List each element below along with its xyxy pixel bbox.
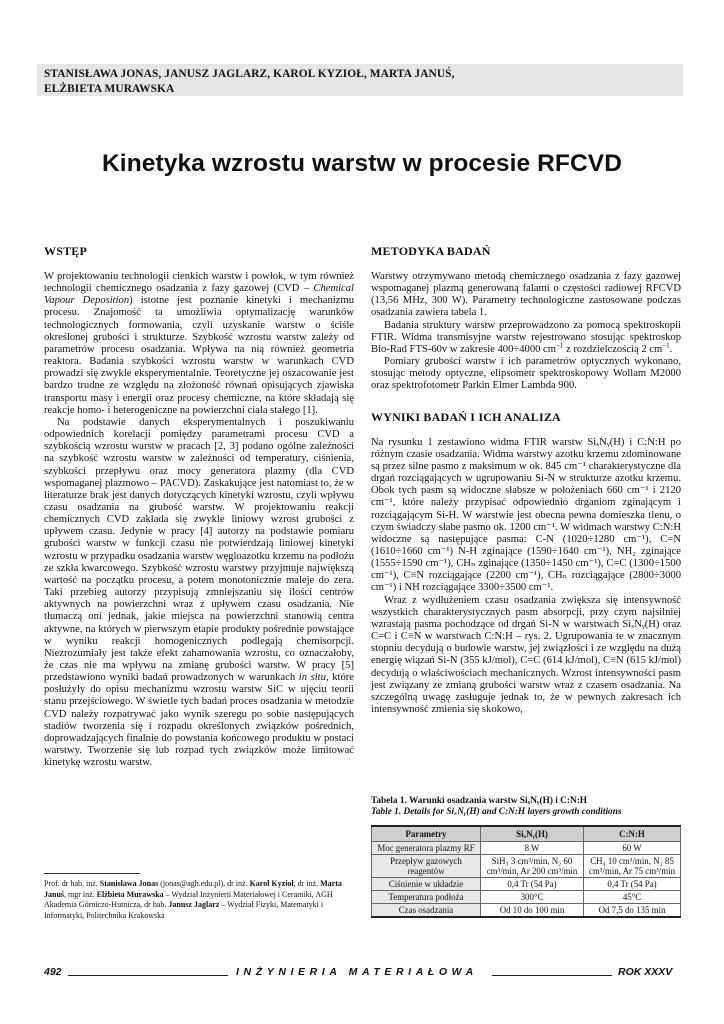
methodology-paragraph-3: Pomiary grubości warstw i ich parametrów optycznych wykonano, stosując metody optyczne, elipsometr spektroskopowy Wollam M2000 oraz spektrofotometr Parkin Elmer Lambda 900. xyxy=(371,356,681,392)
table-header-cell: Parametry xyxy=(372,826,481,842)
left-column xyxy=(44,244,354,769)
table-cell: Ciśnienie w układzie xyxy=(372,878,481,891)
table-cell: Czas osadzania xyxy=(372,904,481,918)
table-cell: 0,4 Tr (54 Pa) xyxy=(584,878,681,891)
article-title: Kinetyka wzrostu warstw w procesie RFCVD xyxy=(102,150,622,177)
footer-rule-left xyxy=(68,975,228,976)
table-cell: Od 7,5 do 135 min xyxy=(584,904,681,918)
authors-line-1: STANISŁAWA JONAS, JANUSZ JAGLARZ, KAROL KYZIOŁ, MARTA JANUŚ, xyxy=(44,68,455,80)
table-header-cell: SiₓNᵧ(H) xyxy=(481,826,584,842)
footer-rule-right xyxy=(492,975,612,976)
table-cell: Przepływ gazowych reagentów xyxy=(372,855,481,878)
intro-paragraph-1: W projektowaniu technologii cienkich warstw i powłok, w tym również technologii chemicznego osadzania z fazy gazowej (CVD – Chemical Vapour Deposition) istotne jest poznanie kinetyki i mechanizmu procesu. Znajomość ta umożliwia optymalizację warunków technologicznych formowania, czyli uzyskanie warstw o ściśle określonej grubości i strukturze. Szybkość wzrostu warstw zależy od parametrów procesu osadzania. Wpływa na nią również geometria reaktora. Badania szybkości wzrostu warstw w warunkach CVD prowadzi się zwykle eksperymentalnie. Teoretyczne jej oszacowanie jest bardzo trudne ze względu na złożoność równań opisujących zjawiska transportu masy i energii oraz procesy chemiczne, na które składają się reakcje homo- i heterogeniczne na powierzchni ciała stałego [1]. xyxy=(44,271,354,416)
journal-volume: ROK XXXV xyxy=(618,966,673,978)
authors xyxy=(44,67,664,97)
table-caption-polish: Tabela 1. Warunki osadzania warstw SiₓNᵧ(H) i C:N:H xyxy=(371,796,588,806)
table-header-cell: C:N:H xyxy=(584,826,681,842)
deposition-parameters-table xyxy=(371,825,681,918)
table-cell: SiH₃ 3 cm³/min, N₂ 60 cm³/min, Ar 200 cm³/min xyxy=(481,855,584,878)
footnote-rule xyxy=(44,873,140,874)
table-cell: Moc generatora plazmy RF xyxy=(372,842,481,855)
methodology-paragraph-1: Warstwy otrzymywano metodą chemicznego osadzania z fazy gazowej wspomaganej plazmą generowaną falami o częstości radiowej RFCVD (13,56 MHz, 300 W). Parametry technologiczne zastosowane podczas osadzania zawiera tabela 1. xyxy=(371,271,681,319)
table-header-row xyxy=(372,826,681,842)
right-column xyxy=(371,244,681,716)
table-row xyxy=(372,855,681,878)
section-heading-introduction: WSTĘP xyxy=(44,244,88,258)
table-row xyxy=(372,842,681,855)
journal-name: INŻYNIERIA MATERIAŁOWA xyxy=(236,966,478,978)
author-affiliations-footnote: Prof. dr hab. inż. Stanisława Jonas (jonas@agh.edu.pl), dr inż. Karol Kyzioł, dr inż. Marta Januś, mgr inż. Elżbieta Murawska – Wydział Inżynierii Materiałowej i Ceramiki, AGH Akademia Górniczo-Hutnicza, dr hab. Janusz Jaglarz – Wydział Fizyki, Matematyki i Informatyki, Politechnika Krakowska xyxy=(44,879,342,920)
table-caption-english: Table 1. Details for SiₓNᵧ(H) and C:N:H layers growth conditions xyxy=(371,807,622,817)
results-paragraph-1: Na rysunku 1 zestawiono widma FTIR warstw SiₓNᵧ(H) i C:N:H po różnym czasie osadzania. Widma warstwy azotku krzemu zdominowane są przez silne pasmo z maksimum w ok. 845 cm⁻¹ charakterystyczne dla drgań rozciągających w ugrupowaniu Si-N w strukturze azotku krzemu. Obok tych pasm są widoczne słabsze w położeniach 660 cm⁻¹ i 2120 cm⁻¹, które należy przypisać odpowiednio drganiom zginającym i rozciągającym Si-H. W warstwie jest obecna pewna domieszka tlenu, o czym świadczy słabe pasmo ok. 1200 cm⁻¹. W widmach warstwy C:N:H widoczne są następujące pasma: C-N (1020÷1280 cm⁻¹), C=N (1610÷1660 cm⁻¹) N-H zginające (1590÷1640 cm⁻¹), NH₂ zginające (1555÷1590 cm⁻¹), CHₙ zginające (1350÷1450 cm⁻¹), C=C (1300÷1500 cm⁻¹), C≡N rozciągające (2200 cm⁻¹), CHₙ rozciągające (2800÷3000 cm⁻¹) i NH rozciągające 3300÷3500 cm⁻¹. xyxy=(371,436,681,594)
intro-paragraph-2: Na podstawie danych eksperymentalnych i poszukiwaniu odpowiednich korelacji pomiędzy parametrami procesu CVD a szybkością wzrostu warstw w pracach [2, 3] podano ogólne zależności na szybkość wzrostu warstw w zależności od temperatury, ciśnienia, szybkości przepływu oraz mocy generatora plazmy (dla CVD wspomaganej plazmowo – PACVD). Zaskakujące jest natomiast to, że w literaturze brak jest danych dotyczących kinetyki wzrostu, czyli wpływu czasu osadzania na grubość warstw. W projektowaniu reakcji chemicznych CVD zakłada się zwykle liniowy wzrost grubości z upływem czasu. Jedynie w pracy [4] autorzy na podstawie pomiaru grubości warstw w funkcji czasu nie potwierdzają liniowej kinetyki wzrostu w przypadku osadzania warstw węgloazotku krzemu na podłożu ze szkła kwarcowego. Szybkość wzrostu warstwy przyjmuje największą wartość na początku procesu, a potem monotonicznie maleje do zera. Taki przebieg autorzy przypisują zmniejszaniu się ilości centrów aktywnych na powierzchni wraz z upływem czasu osadzania. Nie tłumaczą oni jednak, jakie miejsca na powierzchni stanowią centra aktywne, na których w pierwszym etapie produkty pośrednie powstające w wyniku reakcji homogenicznych podlegają chemisorpcji. Niezrozumiały jest także efekt zahamowania wzrostu, co oznaczałoby, że czas nie ma wpływu na zmianę grubości warstw. W pracy [5] przedstawiono wyniki badań prowadzonych w warunkach in situ, które posłużyły do opisu mechanizmu wzrostu warstw SiC w ujęciu teorii stanu przejściowego. W świetle tych badań proces osadzania w metodzie CVD należy rozpatrywać jako wynik szeregu po sobie następujących stadiów tworzenia się i rozpadu określonych związków pośrednich, doprowadzających finalnie do powstania końcowego produktu w postaci warstwy. Tworzenie się lub rozpad tych związków może limitować kinetykę wzrostu warstw. xyxy=(44,416,354,769)
section-heading-methodology: METODYKA BADAŃ xyxy=(371,244,491,258)
table-cell: 300°C xyxy=(481,891,584,904)
authors-line-2: ELŻBIETA MURAWSKA xyxy=(44,83,175,95)
table-cell: 60 W xyxy=(584,842,681,855)
page-number: 492 xyxy=(44,966,62,978)
table-cell: 45°C xyxy=(584,891,681,904)
table-cell: CH₄ 10 cm³/min, N₂ 85 cm³/min, Ar 75 cm³/min xyxy=(584,855,681,878)
table-caption xyxy=(371,796,683,818)
section-heading-results: WYNIKI BADAŃ I ICH ANALIZA xyxy=(371,409,561,424)
results-paragraph-2: Wraz z wydłużeniem czasu osadzania zwiększa się intensywność wszystkich charakterystycznych pasm absorpcji, przy czym najsilniej wzrastają pasma pochodzące od drgań Si-N w warstwach SiₓNᵧ(H) oraz C=C i C≡N w warstwach C:N:H – rys. 2. Ugrupowania te w znacznym stopniu decydują o budowie warstw, jej związłości i ze względu na dużą energię wiązań Si-N (355 kJ/mol), C=C (614 kJ/mol), C≡N (615 kJ/mol) decydują o właściwościach mechanicznych. Wzrost intensywności pasm jest związany ze zmianą grubości warstw wraz z czasem osadzania. Na szczególną uwagę zasługuje jednak to, że w pewnych zakresach ich intensywność zmienia się skokowo, xyxy=(371,594,681,715)
table-cell: Temperatura podłoża xyxy=(372,891,481,904)
table-cell: 0,4 Tr (54 Pa) xyxy=(481,878,584,891)
table-cell: Od 10 do 100 min xyxy=(481,904,584,918)
methodology-paragraph-2: Badania struktury warstw przeprowadzono za pomocą spektroskopii FTIR. Widma transmisyjne warstw rejestrowano stosując spektroskop Bio-Rad FTS-60v w zakresie 400÷4000 $cm^{-1}$ z rozdzielczością 2 $cm^{-1}$. xyxy=(371,319,681,355)
table-row xyxy=(372,891,681,904)
table-row xyxy=(372,904,681,918)
table-row xyxy=(372,878,681,891)
table-cell: 8 W xyxy=(481,842,584,855)
